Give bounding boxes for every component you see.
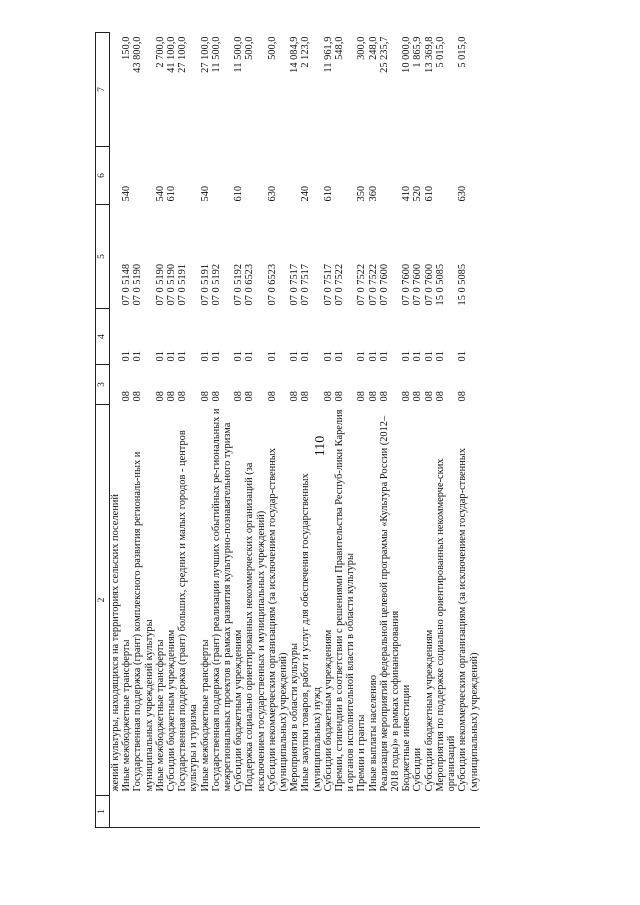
budget-table bbox=[95, 32, 480, 828]
table-row bbox=[424, 33, 435, 828]
row-index-cell bbox=[435, 796, 457, 828]
row-target-article: 07 0 7600 bbox=[412, 263, 424, 306]
table-row bbox=[435, 33, 457, 828]
row-name: жений культуры, находящихся на территориях сельских поселений bbox=[110, 494, 121, 792]
row-subsection: 01 bbox=[457, 351, 469, 362]
row-subsection: 01 bbox=[121, 351, 133, 362]
row-amount: 248,0 bbox=[367, 36, 379, 60]
row-expense-type: 240 bbox=[300, 185, 312, 202]
row-amount: 500,0 bbox=[266, 36, 278, 60]
row-expense-type: 610 bbox=[166, 185, 178, 202]
row-amount: 25 235,7 bbox=[378, 36, 390, 73]
row-expense-type bbox=[289, 147, 300, 205]
row-index-cell bbox=[424, 796, 435, 828]
table-row bbox=[155, 33, 166, 828]
row-expense-type bbox=[435, 147, 457, 205]
row-section: 08 bbox=[378, 391, 390, 402]
table-row bbox=[121, 33, 132, 828]
row-name: Субсидии некоммерческим организациям (за исключением государ-ственных (муниципальных) учреждений) bbox=[266, 448, 290, 792]
row-amount: 41 100,0 bbox=[166, 36, 178, 73]
row-subsection: 01 bbox=[154, 351, 166, 362]
row-target-article: 07 0 7600 bbox=[378, 263, 390, 306]
row-amount: 27 100,0 bbox=[199, 36, 211, 73]
table-row bbox=[368, 33, 379, 828]
row-subsection: 01 bbox=[367, 351, 379, 362]
row-index-cell bbox=[155, 796, 166, 828]
row-section: 08 bbox=[289, 391, 301, 402]
row-expense-type bbox=[177, 147, 199, 205]
row-name: Премии и гранты bbox=[356, 714, 368, 792]
row-subsection: 01 bbox=[233, 351, 245, 362]
row-target-article: 07 0 5148 bbox=[121, 263, 133, 306]
row-section: 08 bbox=[121, 391, 133, 402]
row-name: Государственная поддержка (грант) больших, средних и малых городов - центров культуры и туризма bbox=[177, 430, 200, 792]
row-subsection: 01 bbox=[166, 351, 178, 362]
row-target-article: 07 0 5190 bbox=[154, 263, 166, 306]
row-expense-type bbox=[211, 147, 233, 205]
row-section: 08 bbox=[401, 391, 413, 402]
row-name: Иные межбюджетные трансферты bbox=[154, 639, 166, 792]
row-index-cell bbox=[177, 796, 199, 828]
row-amount: 2 700,0 bbox=[154, 36, 166, 68]
row-target-article: 07 0 5192 bbox=[210, 263, 222, 306]
row-index-cell bbox=[166, 796, 177, 828]
row-index-cell bbox=[267, 796, 289, 828]
row-subsection: 01 bbox=[199, 351, 211, 362]
row-subsection: 01 bbox=[378, 351, 390, 362]
row-expense-type: 610 bbox=[233, 185, 245, 202]
row-amount: 5 015,0 bbox=[434, 36, 446, 68]
row-expense-type bbox=[379, 147, 401, 205]
column-header: 5 bbox=[96, 205, 110, 309]
column-header: 2 bbox=[96, 405, 110, 796]
table-row bbox=[289, 33, 300, 828]
row-expense-type bbox=[132, 147, 154, 205]
row-expense-type: 540 bbox=[199, 185, 211, 202]
row-subsection: 01 bbox=[177, 351, 189, 362]
row-subsection: 01 bbox=[300, 351, 312, 362]
row-target-article: 07 0 6523 bbox=[244, 263, 256, 306]
row-amount: 2 123,0 bbox=[300, 36, 312, 68]
row-index-cell bbox=[356, 796, 367, 828]
row-section: 08 bbox=[423, 391, 435, 402]
row-target-article bbox=[110, 205, 122, 309]
row-index-cell bbox=[334, 796, 356, 828]
table-row bbox=[244, 33, 266, 828]
row-section: 08 bbox=[457, 391, 469, 402]
row-index-cell bbox=[368, 796, 379, 828]
row-expense-type: 350 bbox=[356, 185, 368, 202]
table-row bbox=[334, 33, 356, 828]
row-section: 08 bbox=[199, 391, 211, 402]
row-name: Иные закупки товаров, работ и услуг для обеспечения государственных (муниципальных) нужд bbox=[300, 473, 323, 792]
row-amount: 10 000,0 bbox=[401, 36, 413, 73]
row-index-cell bbox=[412, 796, 423, 828]
row-target-article: 07 0 5192 bbox=[233, 263, 245, 306]
row-name: Субсидии bbox=[412, 747, 424, 792]
row-index-cell bbox=[323, 796, 334, 828]
row-name: Субсидии бюджетным учреждениям bbox=[166, 629, 178, 792]
row-amount: 14 084,9 bbox=[289, 36, 301, 73]
table-row bbox=[379, 33, 401, 828]
row-name: Премии, стипендии в соответствии с решениями Правительства Респуб-лики Карелия и органов исполнительной власти в области культуры bbox=[334, 409, 357, 792]
row-section: 08 bbox=[210, 391, 222, 402]
row-section: 08 bbox=[334, 391, 346, 402]
row-name: Иные межбюджетные трансферты bbox=[121, 639, 133, 792]
row-index-cell bbox=[233, 796, 244, 828]
row-index-cell bbox=[457, 796, 479, 828]
row-name: Мероприятия в области культуры bbox=[289, 643, 301, 792]
row-subsection: 01 bbox=[132, 351, 144, 362]
row-expense-type: 630 bbox=[457, 185, 469, 202]
row-subsection: 01 bbox=[289, 351, 301, 362]
row-expense-type bbox=[334, 147, 356, 205]
row-index-cell bbox=[401, 796, 412, 828]
table-row bbox=[177, 33, 199, 828]
row-amount: 11 961,9 bbox=[322, 36, 334, 73]
budget-table-sheet bbox=[95, 33, 575, 828]
row-target-article: 15 0 5085 bbox=[457, 263, 469, 306]
row-expense-type: 610 bbox=[423, 185, 435, 202]
row-expense-type: 540 bbox=[121, 185, 133, 202]
row-index-cell bbox=[244, 796, 266, 828]
row-subsection: 01 bbox=[334, 351, 346, 362]
row-amount: 11 500,0 bbox=[233, 36, 245, 73]
row-name: Субсидии некоммерческим организациям (за исключением государ-ственных (муниципальных) учреждений) bbox=[457, 448, 480, 792]
row-subsection: 01 bbox=[401, 351, 413, 362]
column-header: 6 bbox=[96, 147, 110, 205]
row-target-article: 07 0 7600 bbox=[423, 263, 435, 306]
column-header: 4 bbox=[96, 309, 110, 365]
row-name: Бюджетные инвестиции bbox=[401, 684, 413, 792]
row-name: Иные выплаты населению bbox=[367, 674, 379, 792]
table-row bbox=[457, 33, 479, 828]
row-target-article: 07 0 7517 bbox=[289, 263, 301, 306]
row-subsection: 01 bbox=[322, 351, 334, 362]
row-section: 08 bbox=[177, 391, 189, 402]
row-target-article: 07 0 7522 bbox=[356, 263, 368, 306]
row-name: Государственная поддержка (грант) реализации лучших событийных ре-гиональных и межрегиональных проектов в рамках развития культурно-познавательного туризма bbox=[210, 408, 234, 792]
column-header: 3 bbox=[96, 365, 110, 405]
row-index-cell bbox=[110, 796, 122, 828]
row-expense-type: 610 bbox=[322, 185, 334, 202]
row-amount bbox=[110, 33, 122, 147]
row-expense-type bbox=[110, 147, 122, 205]
table-row bbox=[401, 33, 412, 828]
row-target-article: 07 0 5191 bbox=[199, 263, 211, 306]
row-name: Государственная поддержка (грант) комплексного развития региональ-ных и муниципальных учреждений культуры bbox=[132, 451, 155, 792]
page-number: 110 bbox=[313, 435, 328, 457]
row-subsection: 01 bbox=[210, 351, 222, 362]
row-amount: 500,0 bbox=[244, 36, 256, 60]
row-name: Субсидии бюджетным учреждениям bbox=[233, 629, 245, 792]
row-subsection: 01 bbox=[434, 351, 446, 362]
row-index-cell bbox=[132, 796, 154, 828]
row-section: 08 bbox=[132, 391, 144, 402]
table-row bbox=[300, 33, 322, 828]
row-amount: 300,0 bbox=[356, 36, 368, 60]
row-index-cell bbox=[211, 796, 233, 828]
row-target-article: 07 0 5190 bbox=[166, 263, 178, 306]
table-row bbox=[356, 33, 367, 828]
row-amount: 11 500,0 bbox=[210, 36, 222, 73]
row-target-article: 07 0 7517 bbox=[322, 263, 334, 306]
row-amount: 150,0 bbox=[121, 36, 133, 60]
row-index-cell bbox=[200, 796, 211, 828]
row-section: 08 bbox=[244, 391, 256, 402]
row-name: Реализация мероприятий федеральной целевой программы «Культура России (2012–2018 годы)» в рамках софинансирования bbox=[378, 415, 402, 792]
table-row bbox=[132, 33, 154, 828]
row-section: 08 bbox=[367, 391, 379, 402]
table-row bbox=[166, 33, 177, 828]
row-subsection: 01 bbox=[244, 351, 256, 362]
column-header: 1 bbox=[96, 796, 110, 828]
row-name: Субсидии бюджетным учреждениям bbox=[322, 629, 334, 792]
row-expense-type: 520 bbox=[412, 185, 424, 202]
row-section: 08 bbox=[300, 391, 312, 402]
row-name: Мероприятия по поддержке социально ориентированных некоммерче-ских организаций bbox=[434, 458, 458, 792]
row-target-article: 07 0 7522 bbox=[367, 263, 379, 306]
row-target-article: 07 0 5190 bbox=[132, 263, 144, 306]
row-name: Иные межбюджетные трансферты bbox=[199, 639, 211, 792]
row-section: 08 bbox=[166, 391, 178, 402]
table-row bbox=[110, 33, 122, 828]
row-section: 08 bbox=[233, 391, 245, 402]
row-section: 08 bbox=[412, 391, 424, 402]
row-target-article: 07 0 7517 bbox=[300, 263, 312, 306]
table-row bbox=[267, 33, 289, 828]
row-subsection: 01 bbox=[356, 351, 368, 362]
row-index-cell bbox=[300, 796, 322, 828]
row-name: Поддержка социально ориентированных некоммерческих организаций (за исключением государственных и муниципальных учреждений) bbox=[244, 462, 267, 792]
row-target-article: 07 0 7522 bbox=[334, 263, 346, 306]
row-section: 08 bbox=[266, 391, 278, 402]
table-row bbox=[323, 33, 334, 828]
table-header-row bbox=[96, 33, 110, 828]
row-index-cell bbox=[289, 796, 300, 828]
row-amount: 1 865,9 bbox=[412, 36, 424, 68]
table-row bbox=[412, 33, 423, 828]
row-target-article: 07 0 5191 bbox=[177, 263, 189, 306]
row-amount: 43 800,0 bbox=[132, 36, 144, 73]
row-target-article: 15 0 5085 bbox=[434, 263, 446, 306]
row-index-cell bbox=[121, 796, 132, 828]
row-name: Субсидии бюджетным учреждениям bbox=[423, 629, 435, 792]
row-section: 08 bbox=[322, 391, 334, 402]
row-subsection: 01 bbox=[266, 351, 278, 362]
row-expense-type: 540 bbox=[154, 185, 166, 202]
row-amount: 27 100,0 bbox=[177, 36, 189, 73]
row-amount: 13 369,8 bbox=[423, 36, 435, 73]
table-row bbox=[211, 33, 233, 828]
row-target-article: 07 0 7600 bbox=[401, 263, 413, 306]
row-amount: 5 015,0 bbox=[457, 36, 469, 68]
row-subsection: 01 bbox=[423, 351, 435, 362]
row-expense-type bbox=[244, 147, 266, 205]
row-subsection bbox=[110, 309, 122, 365]
column-header: 7 bbox=[96, 33, 110, 147]
row-expense-type: 630 bbox=[266, 185, 278, 202]
row-section: 08 bbox=[356, 391, 368, 402]
row-expense-type: 410 bbox=[401, 185, 413, 202]
table-row bbox=[200, 33, 211, 828]
row-amount: 548,0 bbox=[334, 36, 346, 60]
row-index-cell bbox=[379, 796, 401, 828]
row-section: 08 bbox=[154, 391, 166, 402]
row-section bbox=[110, 365, 122, 405]
table-row bbox=[233, 33, 244, 828]
row-target-article: 07 0 6523 bbox=[266, 263, 278, 306]
row-expense-type: 360 bbox=[367, 185, 379, 202]
row-section: 08 bbox=[434, 391, 446, 402]
row-subsection: 01 bbox=[412, 351, 424, 362]
rotated-page bbox=[95, 33, 575, 828]
